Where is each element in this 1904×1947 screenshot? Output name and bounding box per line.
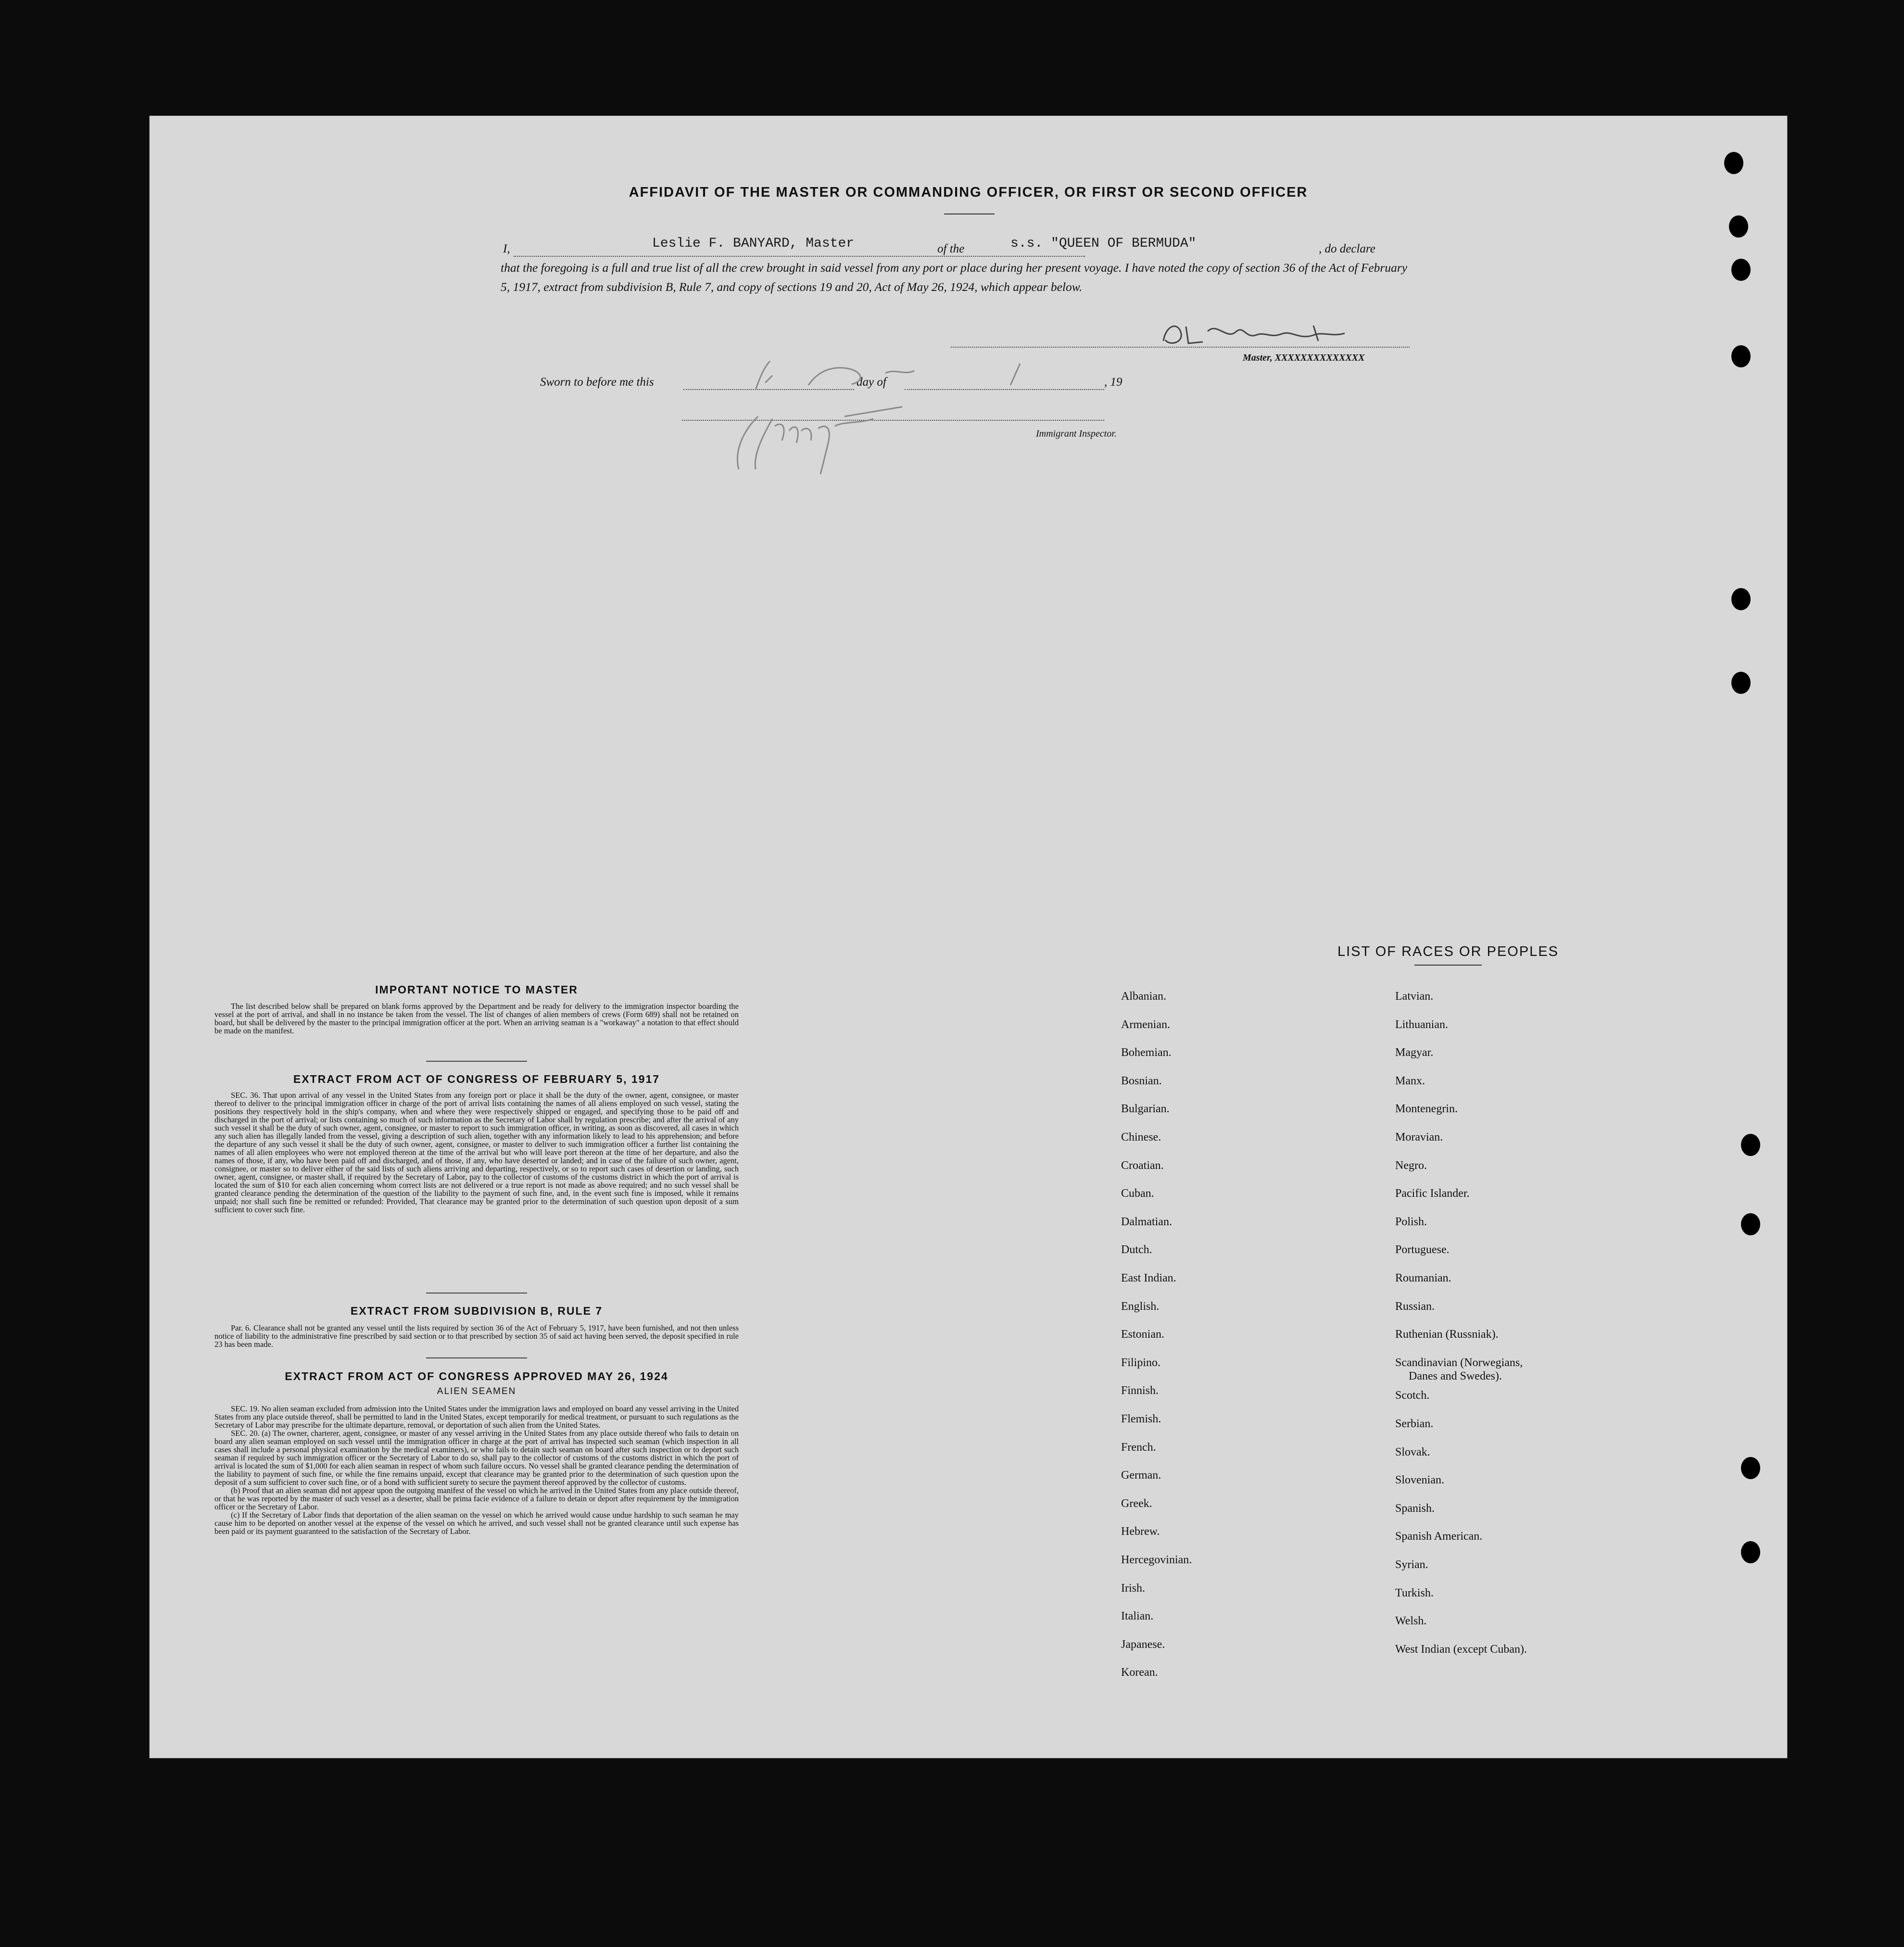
race-item: Montenegrin. xyxy=(1395,1103,1458,1115)
extract-1924-text xyxy=(214,1405,739,1535)
race-item: Filipino. xyxy=(1121,1357,1161,1369)
race-item: Irish. xyxy=(1121,1582,1145,1595)
section-rule xyxy=(426,1061,527,1062)
day-of-label: day of xyxy=(857,376,886,389)
section-rule xyxy=(426,1293,527,1294)
punch-hole xyxy=(1741,1457,1760,1479)
race-item: Dalmatian. xyxy=(1121,1216,1172,1228)
race-item: Scandinavian (Norwegians, xyxy=(1395,1357,1523,1369)
i-label: I, xyxy=(503,242,510,255)
race-item: Slovenian. xyxy=(1395,1474,1444,1486)
race-item: French. xyxy=(1121,1441,1156,1454)
punch-hole xyxy=(1724,152,1743,174)
sec20c-paragraph: (c) If the Secretary of Labor finds that deportation of the alien seaman on the vessel on which he arrived would cause undue hardship to such seaman he may cause him to be deported on another vessel at the expense of the vessel on which he arrived, and such vessel shall not be granted clearance until such expense has been paid or its payment guaranteed to the satisfaction of the Secretary of Labor. xyxy=(214,1510,739,1536)
name-blank xyxy=(514,256,1085,257)
race-item: Hercegovinian. xyxy=(1121,1554,1192,1566)
notice-heading: IMPORTANT NOTICE TO MASTER xyxy=(375,983,578,996)
sec36-paragraph: SEC. 36. That upon arrival of any vessel in the United States from any foreign port or place it shall be the duty of the owner, agent, consignee, or master thereof to deliver to the principal immigration officer in charge of the port of arrival lists containing the names of all aliens employed on such vessel, stating the positions they respectively hold in the ship's company, when and where they were respectively shipped or engaged, and specifying those to be paid off and discharged in the port of arrival; or lists containing so much of such information as the Secretary of Labor shall by regulation prescribe; and after the arrival of any such vessel it shall be the duty of such owner, agent, consignee, or master to report to such immigration officer, in writing, as soon as discovered, all cases in which any such alien has illegally landed from the vessel, giving a description of such alien, together with any information likely to lead to his apprehension; and before the departure of any such vessel it shall be the duty of such owner, agent, consignee, or master to deliver to such immigration officer a further list containing the names of all alien employees who were not employed thereon at the time of the arrival but who will leave port thereon at the time of her departure, and also the names of those, if any, who have been paid off and discharged, and of those, if any, who have deserted or landed; and in case of the failure of such owner, agent, consignee, or master so to deliver either of the said lists of such aliens arriving and departing, respectively, or so to report such cases of desertion or landing, such owner, agent, consignee, or master shall, if required by the Secretary of Labor, pay to the collector of customs of the customs district in which the port of arrival is located the sum of $10 for each alien concerning whom correct lists are not delivered or a true report is not made as above required; and no such vessel shall be granted clearance pending the determination of the question of the liability to the payment of such fine, and, in the event such fine is imposed, while it remains unpaid; nor shall such fine be remitted or refunded: Provided, That clearance may be granted prior to the determination of such question upon deposit of a sum sufficient to cover such fine. xyxy=(214,1091,739,1214)
race-item: Russian. xyxy=(1395,1300,1435,1313)
race-item: Bohemian. xyxy=(1121,1046,1172,1059)
extract-rule7-text xyxy=(214,1324,739,1348)
race-item: Chinese. xyxy=(1121,1131,1161,1143)
sec20b-paragraph: (b) Proof that an alien seaman did not appear upon the outgoing manifest of the vessel on which he arrived in the United States from any place outside thereof, or that he was reported by the master of such vessel as a deserter, shall be prima facie evidence of a failure to detain or deport after requirement by the immigration officer or the Secretary of Labor. xyxy=(214,1486,739,1511)
of-the-label: of the xyxy=(937,242,965,255)
affidavit-body: that the foregoing is a full and true list of all the crew brought in said vessel from any port or place during her present voyage. I have noted the copy of section 36 of the Act of February 5, 1917, extract from subdivision B, Rule 7, and copy of sections 19 and 20, Act of May 26, 1924, which appear below. xyxy=(501,261,1408,294)
race-item: Serbian. xyxy=(1395,1418,1434,1430)
race-item: Flemish. xyxy=(1121,1413,1161,1425)
vessel-name-typed: s.s. "QUEEN OF BERMUDA" xyxy=(1010,236,1197,251)
year-prefix-label: , 19 xyxy=(1104,376,1122,389)
race-item: Dutch. xyxy=(1121,1244,1152,1256)
punch-hole xyxy=(1731,345,1751,367)
extract-1917-text xyxy=(214,1091,739,1214)
notice-text xyxy=(214,1002,739,1035)
sworn-label: Sworn to before me this xyxy=(540,376,654,389)
race-item: Croatian. xyxy=(1121,1159,1164,1172)
race-item: East Indian. xyxy=(1121,1272,1176,1284)
races-title: LIST OF RACES OR PEOPLES xyxy=(1337,944,1559,959)
punch-hole xyxy=(1741,1541,1760,1563)
punch-hole xyxy=(1741,1213,1760,1235)
sworn-handwriting-mark xyxy=(751,356,1087,395)
extract-1917-heading: EXTRACT FROM ACT OF CONGRESS OF FEBRUARY 5, 1917 xyxy=(293,1073,660,1085)
race-item: Greek. xyxy=(1121,1497,1152,1510)
race-item: Moravian. xyxy=(1395,1131,1443,1143)
race-item: Welsh. xyxy=(1395,1615,1427,1627)
punch-hole xyxy=(1731,259,1751,281)
race-item: Roumanian. xyxy=(1395,1272,1451,1284)
race-item: Portuguese. xyxy=(1395,1244,1450,1256)
master-signature-mark xyxy=(1160,317,1376,351)
document-page xyxy=(149,115,1788,1759)
extract-1924-heading: EXTRACT FROM ACT OF CONGRESS APPROVED MAY 26, 1924 xyxy=(285,1370,668,1382)
race-item: Slovak. xyxy=(1395,1446,1430,1458)
inspector-signature-mark xyxy=(729,397,912,479)
rule7-paragraph: Par. 6. Clearance shall not be granted any vessel until the lists required by section 36 of the Act of February 5, 1917, have been furnished, and not then unless notice of liability to the administrative fine prescribed by said section or to that prescribed by section 35 of said act having been served, the deposit specified in rule 23 has been made. xyxy=(214,1323,739,1349)
punch-hole xyxy=(1731,672,1751,694)
race-item: Albanian. xyxy=(1121,990,1166,1003)
extract-rule7-heading: EXTRACT FROM SUBDIVISION B, RULE 7 xyxy=(350,1305,603,1317)
race-item: Bosnian. xyxy=(1121,1075,1162,1087)
do-declare-label: , do declare xyxy=(1319,242,1375,255)
race-item: Armenian. xyxy=(1121,1018,1170,1031)
race-item: West Indian (except Cuban). xyxy=(1395,1643,1527,1656)
master-title-label: Master, XXXXXXXXXXXXXX xyxy=(1243,352,1365,363)
race-item: Finnish. xyxy=(1121,1384,1159,1397)
race-item: English. xyxy=(1121,1300,1160,1313)
race-item: Italian. xyxy=(1121,1610,1154,1622)
race-item: Hebrew. xyxy=(1121,1525,1160,1538)
race-item: Korean. xyxy=(1121,1666,1158,1679)
alien-seamen-subheading: ALIEN SEAMEN xyxy=(437,1386,517,1396)
race-item: Manx. xyxy=(1395,1075,1425,1087)
race-item: Spanish American. xyxy=(1395,1530,1483,1543)
race-item: Lithuanian. xyxy=(1395,1018,1448,1031)
race-item: Magyar. xyxy=(1395,1046,1434,1059)
section-rule xyxy=(426,1357,527,1358)
race-item: Japanese. xyxy=(1121,1638,1165,1651)
master-name-typed: Leslie F. BANYARD, Master xyxy=(652,236,855,251)
race-item: Pacific Islander. xyxy=(1395,1187,1470,1200)
race-item: Ruthenian (Russniak). xyxy=(1395,1328,1499,1341)
punch-hole xyxy=(1731,588,1751,610)
race-item: Negro. xyxy=(1395,1159,1427,1172)
punch-hole xyxy=(1741,1134,1760,1156)
race-item: Polish. xyxy=(1395,1216,1427,1228)
inspector-label: Immigrant Inspector. xyxy=(1036,428,1117,439)
race-item: Turkish. xyxy=(1395,1587,1434,1599)
race-item: Bulgarian. xyxy=(1121,1103,1170,1115)
race-item: Latvian. xyxy=(1395,990,1434,1003)
race-item: Cuban. xyxy=(1121,1187,1154,1200)
punch-hole xyxy=(1729,215,1748,238)
races-title-rule xyxy=(1414,965,1482,966)
race-item: Spanish. xyxy=(1395,1502,1435,1515)
sec20a-paragraph: SEC. 20. (a) The owner, charterer, agent, consignee, or master of any vessel arriving in the United States from any place outside thereof who fails to detain on board any alien seaman employed on such vessel until the immigration officer in charge at the port of arrival has inspected such seaman (which inspection in all cases shall include a personal physical examination by the medical examiners), or who fails to detain such seaman on board after such inspection or to deport such seaman if required by such immigration officer or the Secretary of Labor to do so, shall pay to the collector of customs of the customs district in which the port of arrival is located the sum of $1,000 for each alien seaman in respect of whom such failure occurs. No vessel shall be granted clearance pending the determination of the liability to payment of such fine, or while the fine remains unpaid, except that clearance may be granted prior to the determination of such question upon the deposit of a sum sufficient to cover such fine, or of a bond with sufficient surety to secure the payment thereof approved by the collector of customs. xyxy=(214,1429,739,1487)
notice-paragraph: The list described below shall be prepared on blank forms approved by the Department and be ready for delivery to the immigration inspector boarding the vessel at the port of arrival, and shall in no instance be taken from the vessel. The list of changes of alien members of crews (Form 689) shall not be retained on board, but shall be delivered by the master to the principal immigration officer at the port. When an arriving seaman is a "workaway" a notation to that effect should be made on the manifest. xyxy=(214,1002,739,1035)
race-item: Estonian. xyxy=(1121,1328,1164,1341)
sec19-paragraph: SEC. 19. No alien seaman excluded from admission into the United States under the immigration laws and employed on board any vessel arriving in the United States from any place outside thereof, shall be permitted to land in the United States, except temporarily for medical treatment, or pursuant to such regulations as the Secretary of Labor may prescribe for the ultimate departure, removal, or deportation of such alien from the United States. xyxy=(214,1404,739,1430)
race-item: Danes and Swedes). xyxy=(1409,1370,1502,1382)
race-item: German. xyxy=(1121,1469,1161,1482)
race-item: Scotch. xyxy=(1395,1389,1430,1402)
affidavit-title: AFFIDAVIT OF THE MASTER OR COMMANDING OFFICER, OR FIRST OR SECOND OFFICER xyxy=(629,185,1308,200)
race-item: Syrian. xyxy=(1395,1558,1428,1571)
